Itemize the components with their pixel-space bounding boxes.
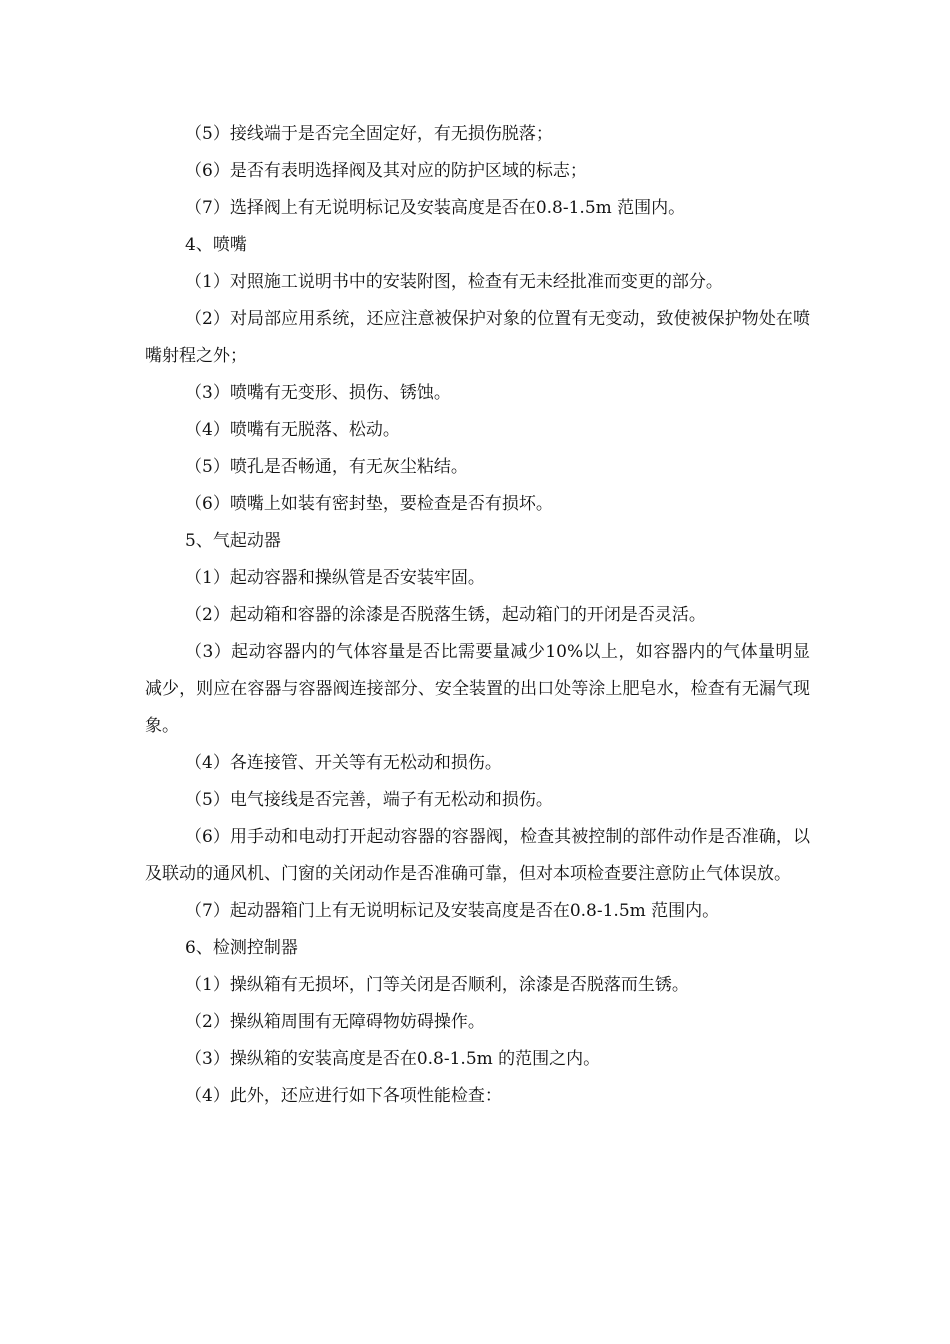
paragraph-nozzle-3: （3）喷嘴有无变形、损伤、锈蚀。 (185, 383, 451, 403)
paragraph-nozzle-6: （6）喷嘴上如装有密封垫，要检查是否有损坏。 (185, 494, 553, 514)
paragraph-nozzle-4: （4）喷嘴有无脱落、松动。 (185, 420, 400, 440)
paragraph-nozzle-1: （1）对照施工说明书中的安装附图，检查有无未经批准而变更的部分。 (185, 272, 723, 292)
paragraph-item-6: （6）是否有表明选择阀及其对应的防护区域的标志； (185, 161, 587, 181)
section-heading-gas-starter: 5、气起动器 (185, 531, 281, 551)
paragraph-item-5: （5）接线端于是否完全固定好，有无损伤脱落； (185, 124, 553, 144)
paragraph-item-7: （7）选择阀上有无说明标记及安装高度是否在0.8-1.5m 范围内。 (185, 198, 686, 218)
paragraph-controller-2: （2）操纵箱周围有无障碍物妨碍操作。 (185, 1012, 485, 1032)
paragraph-nozzle-2: （2）对局部应用系统，还应注意被保护对象的位置有无变动，致使被保护物处在喷嘴射程之外； (145, 309, 810, 366)
paragraph-controller-1: （1）操纵箱有无损坏，门等关闭是否顺利，涂漆是否脱落而生锈。 (185, 975, 689, 995)
paragraph-starter-4: （4）各连接管、开关等有无松动和损伤。 (185, 753, 502, 773)
paragraph-starter-7: （7）起动器箱门上有无说明标记及安装高度是否在0.8-1.5m 范围内。 (185, 901, 720, 921)
paragraph-controller-3: （3）操纵箱的安装高度是否在0.8-1.5m 的范围之内。 (185, 1049, 601, 1069)
section-heading-detection-controller: 6、检测控制器 (185, 938, 298, 958)
paragraph-starter-3: （3）起动容器内的气体容量是否比需要量减少10%以上，如容器内的气体量明显减少，则应在容器与容器阀连接部分、安全装置的出口处等涂上肥皂水，检查有无漏气现象。 (145, 642, 810, 736)
section-heading-nozzle: 4、喷嘴 (185, 235, 247, 255)
paragraph-starter-5: （5）电气接线是否完善，端子有无松动和损伤。 (185, 790, 553, 810)
paragraph-starter-6: （6）用手动和电动打开起动容器的容器阀，检查其被控制的部件动作是否准确，以及联动的通风机、门窗的关闭动作是否准确可靠，但对本项检查要注意防止气体误放。 (145, 827, 810, 884)
document-body (145, 116, 810, 1115)
paragraph-starter-2: （2）起动箱和容器的涂漆是否脱落生锈，起动箱门的开闭是否灵活。 (185, 605, 706, 625)
paragraph-starter-1: （1）起动容器和操纵管是否安装牢固。 (185, 568, 485, 588)
paragraph-controller-4: （4）此外，还应进行如下各项性能检查： (185, 1086, 502, 1106)
paragraph-nozzle-5: （5）喷孔是否畅通，有无灰尘粘结。 (185, 457, 468, 477)
